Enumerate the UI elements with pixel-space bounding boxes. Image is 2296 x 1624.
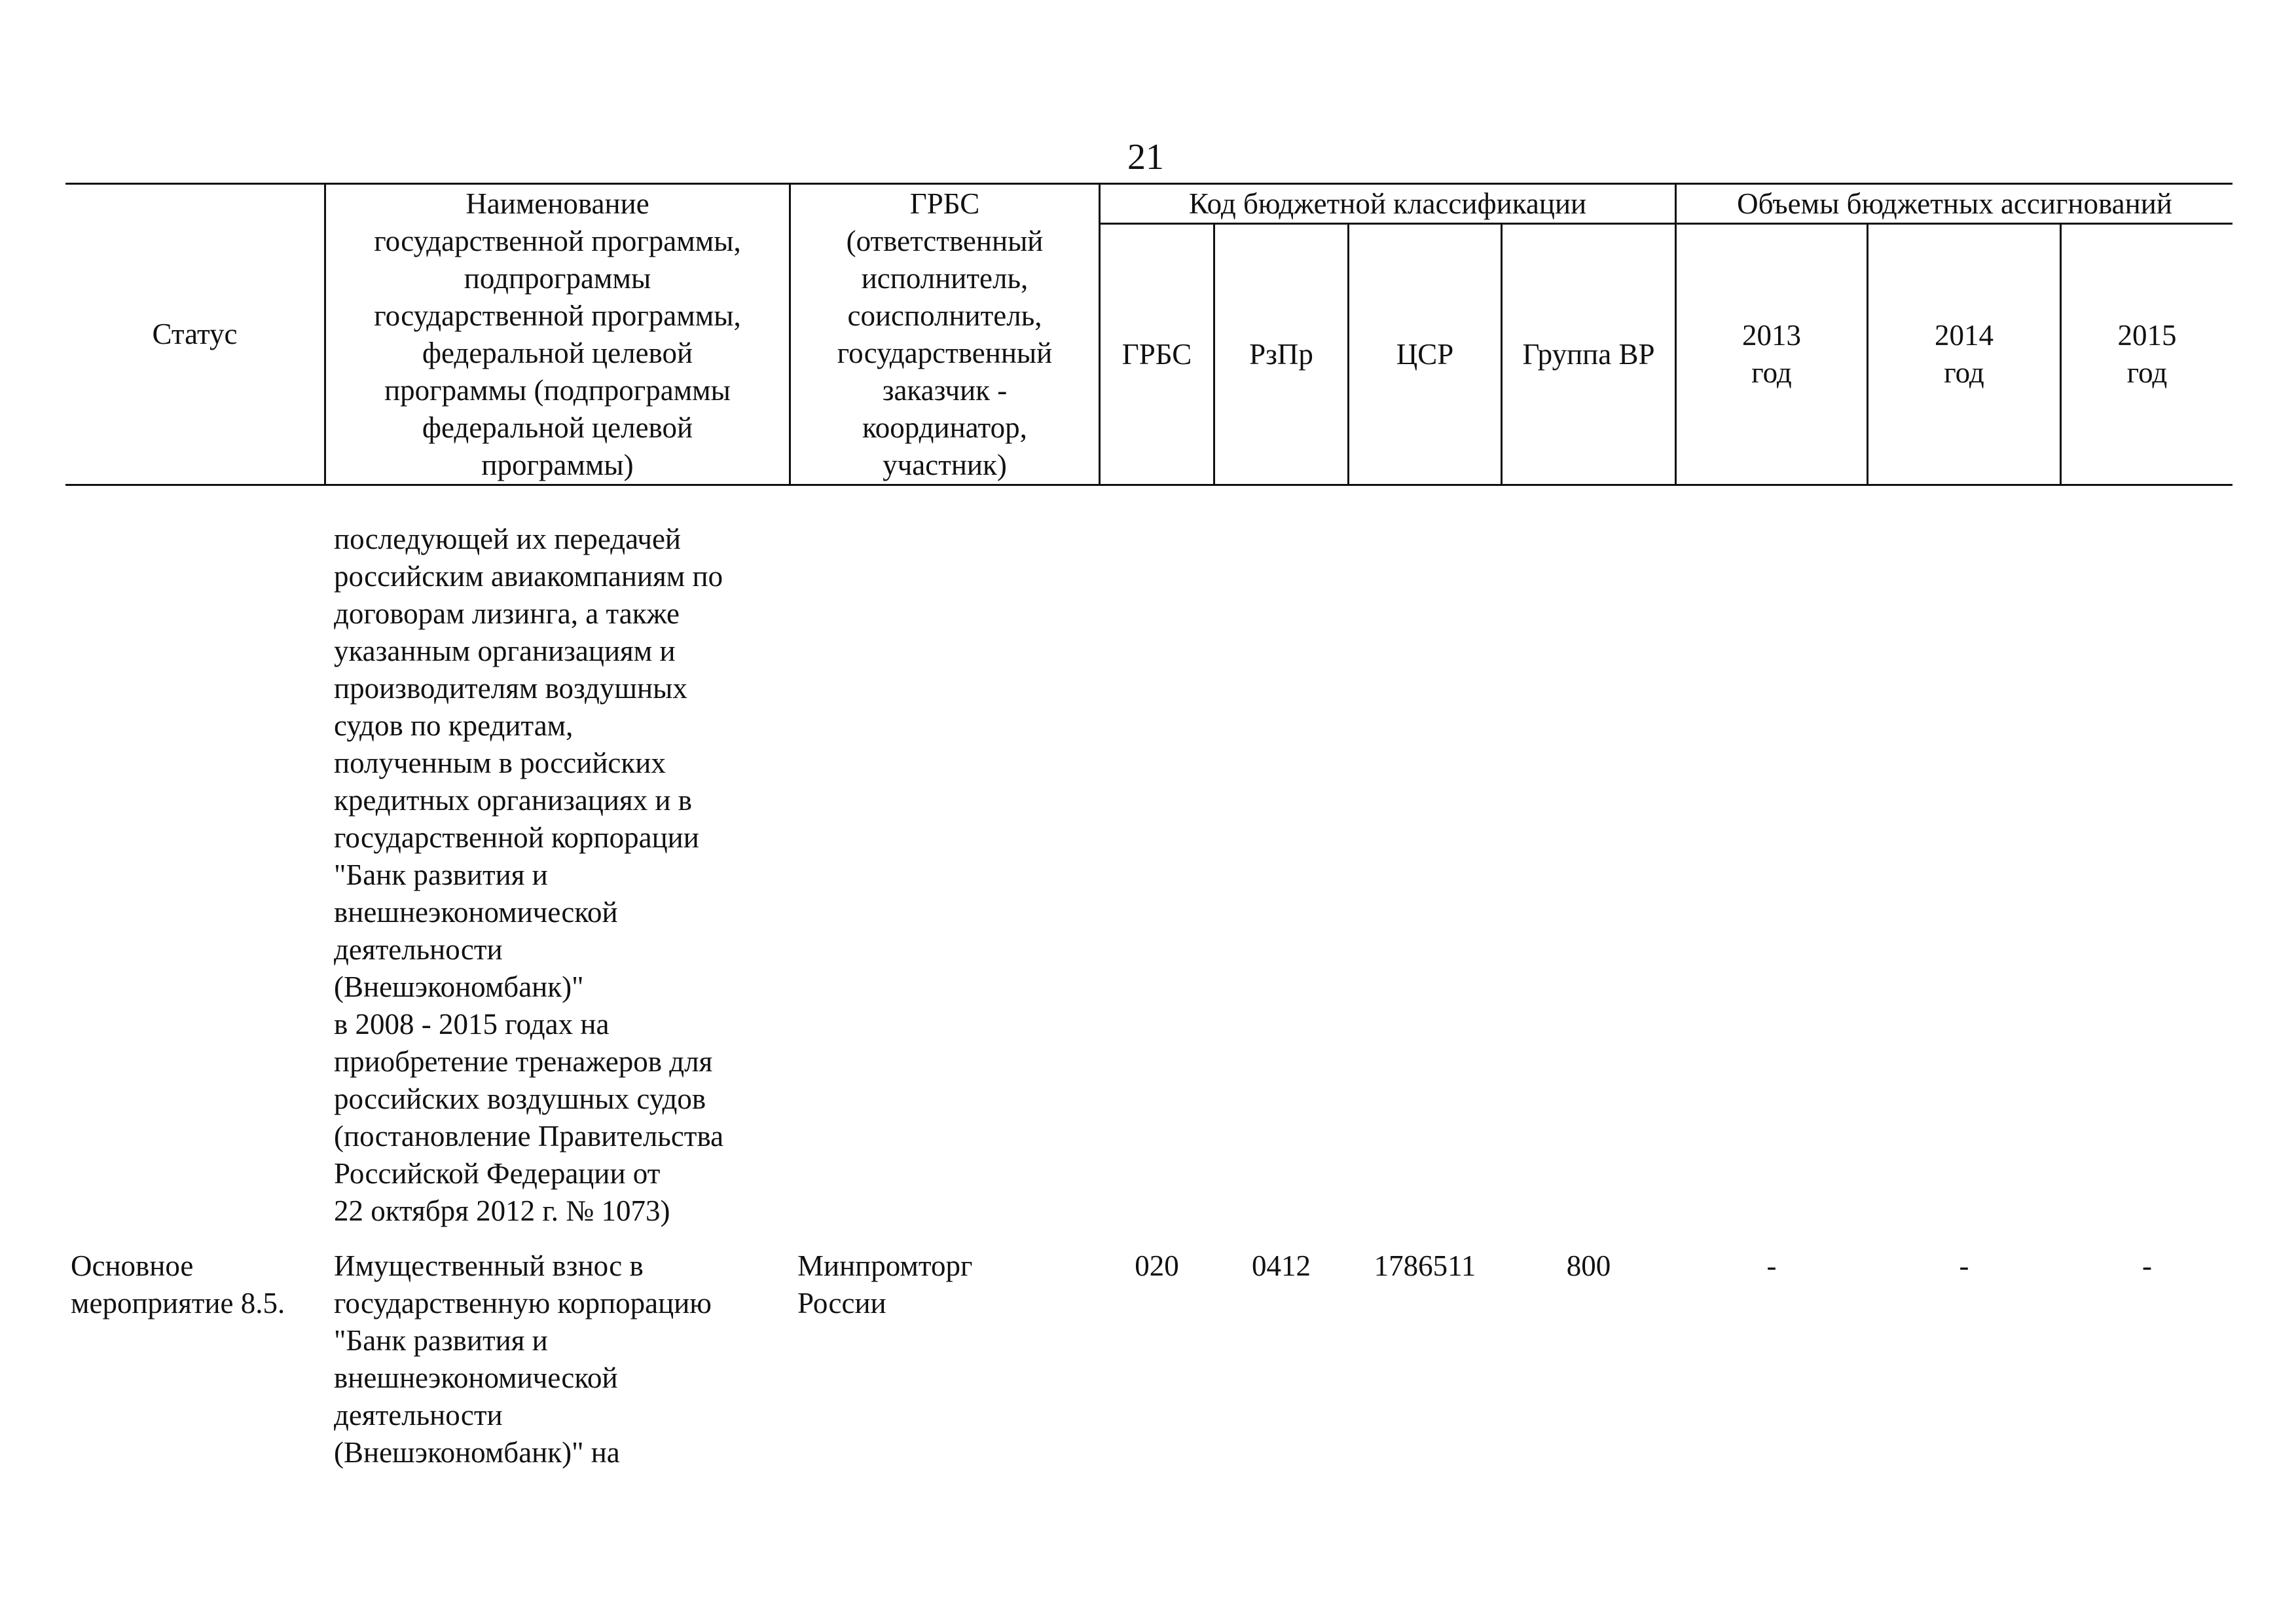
row-csr: 1786511 bbox=[1374, 1249, 1476, 1282]
row-grbs-responsible: Минпромторг России bbox=[797, 1249, 973, 1320]
row-year-2013: - bbox=[1766, 1249, 1777, 1282]
row-rzpr: 0412 bbox=[1252, 1249, 1311, 1282]
page-number: 21 bbox=[1127, 137, 1164, 177]
header-grbs: ГРБС bbox=[1121, 337, 1192, 371]
row-year-2015: - bbox=[2142, 1249, 2152, 1282]
header-grbs-responsible: ГРБС (ответственный исполнитель, соисполнитель, государственный заказчик - координатор, участник) bbox=[837, 187, 1053, 481]
header-year-2014: 2014 год bbox=[1935, 319, 1994, 389]
header-year-2013: 2013 год bbox=[1742, 319, 1801, 389]
header-rzpr: РзПр bbox=[1249, 337, 1313, 371]
row-grbs: 020 bbox=[1135, 1249, 1179, 1282]
row-program-name: Имущественный взнос в государственную корпорацию "Банк развития и внешнеэкономической деятельности (Внешэкономбанк)" на bbox=[334, 1249, 712, 1469]
header-group-vr: Группа ВР bbox=[1522, 337, 1655, 371]
header-status: Статус bbox=[152, 318, 238, 350]
row-group-vr: 800 bbox=[1566, 1249, 1611, 1282]
row-status: Основное мероприятие 8.5. bbox=[71, 1249, 285, 1320]
header-program-name: Наименование государственной программы, подпрограммы государственной программы, федеральной целевой программы (подпрограммы федеральной целевой программы) bbox=[374, 187, 741, 481]
header-budget-code: Код бюджетной классификации bbox=[1188, 187, 1587, 220]
header-csr: ЦСР bbox=[1396, 337, 1454, 371]
header-bottom-rule bbox=[65, 484, 2232, 486]
header-year-2015: 2015 год bbox=[2117, 319, 2177, 389]
header-budget-volume: Объемы бюджетных ассигнований bbox=[1737, 187, 2172, 220]
row-year-2014: - bbox=[1959, 1249, 1969, 1282]
row-continuation-name: последующей их передачей российским авиакомпаниям по договорам лизинга, а также указанным организациям и производителям воздушных судов по кредитам, полученным в российских кредитных организациях и в государственной корпорации "Банк развития и внешнеэкономической деятельности (Внешэкономбанк)" в 2008 - 2015 годах на приобретение тренажеров для российских воздушных судов (постановление Правительства Российской Федерации от 22 октября 2012 г. № 1073) bbox=[334, 523, 724, 1227]
